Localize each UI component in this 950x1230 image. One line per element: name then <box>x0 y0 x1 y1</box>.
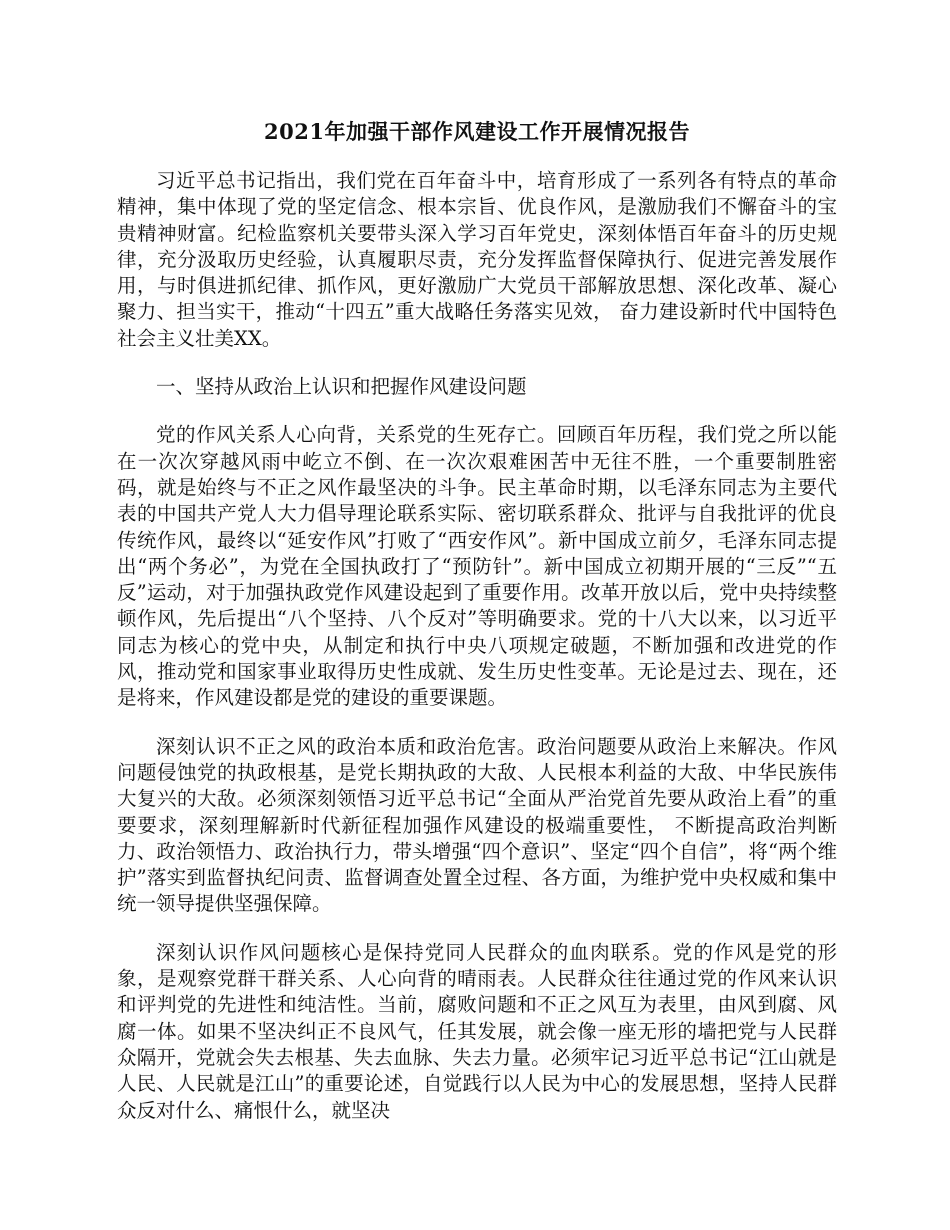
section-heading-1: 一、坚持从政治上认识和把握作风建设问题 <box>156 375 527 399</box>
paragraph-intro: 习近平总书记指出，我们党在百年奋斗中，培育形成了一系列各有特点的革命精神，集中体现了党的坚定信念、根本宗旨、优良作风，是激励我们不懈奋斗的宝贵精神财富。纪检监察机关要带头深入学习百年党史，深刻体悟百年奋斗的历史规律，充分汲取历史经验，认真履职尽责，充分发挥监督保障执行、促进完善发展作用，与时俱进抓纪律、抓作风，更好激励广大党员干部解放思想、深化改革、凝心聚力、担当实干，推动“十四五”重大战略任务落实见效， 奋力建设新时代中国特色社会主义壮美XX。 <box>117 169 837 350</box>
document-body <box>117 118 837 1146</box>
paragraph-history: 党的作风关系人心向背，关系党的生死存亡。回顾百年历程，我们党之所以能在一次次穿越风雨中屹立不倒、在一次次艰难困苦中无往不胜，一个重要制胜密码，就是始终与不正之风作最坚决的斗争。民主革命时期，以毛泽东同志为主要代表的中国共产党人大力倡导理论联系实际、密切联系群众、批评与自我批评的优良传统作风，最终以“延安作风”打败了“西安作风”。新中国成立前夕，毛泽东同志提出“两个务必”，为党在全国执政打了“预防针”。新中国成立初期开展的“三反”“五反”运动，对于加强执政党作风建设起到了重要作用。改革开放以后，党中央持续整顿作风，先后提出“八个坚持、八个反对”等明确要求。党的十八大以来，以习近平同志为核心的党中央，从制定和执行中央八项规定破题，不断加强和改进党的作风，推动党和国家事业取得历史性成就、发生历史性变革。无论是过去、现在，还是将来，作风建设都是党的建设的重要课题。 <box>117 423 837 710</box>
document-title: 2021年加强干部作风建设工作开展情况报告 <box>264 119 690 144</box>
paragraph-political-nature: 深刻认识不正之风的政治本质和政治危害。政治问题要从政治上来解决。作风问题侵蚀党的执政根基，是党长期执政的大敌、人民根本利益的大敌、中华民族伟大复兴的大敌。必须深刻领悟习近平总书记“全面从严治党首先要从政治上看”的重要要求，深刻理解新时代新征程加强作风建设的极端重要性， 不断提高政治判断力、政治领悟力、政治执行力，带头增强“四个意识”、坚定“四个自信”，将“两个维护”落实到监督执纪问责、监督调查处置全过程、各方面，为维护党中央权威和集中统一领导提供坚强保障。 <box>117 734 837 916</box>
paragraph-people-connection: 深刻认识作风问题核心是保持党同人民群众的血肉联系。党的作风是党的形象，是观察党群干群关系、人心向背的晴雨表。人民群众往往通过党的作风来认识和评判党的先进性和纯洁性。当前，腐败问题和不正之风互为表里，由风到腐、风腐一体。如果不坚决纠正不良风气，任其发展，就会像一座无形的墙把党与人民群众隔开，党就会失去根基、失去血脉、失去力量。必须牢记习近平总书记“江山就是人民、人民就是江山”的重要论述，自觉践行以人民为中心的发展思想，坚持人民群众反对什么、痛恨什么，就坚决 <box>117 940 837 1122</box>
